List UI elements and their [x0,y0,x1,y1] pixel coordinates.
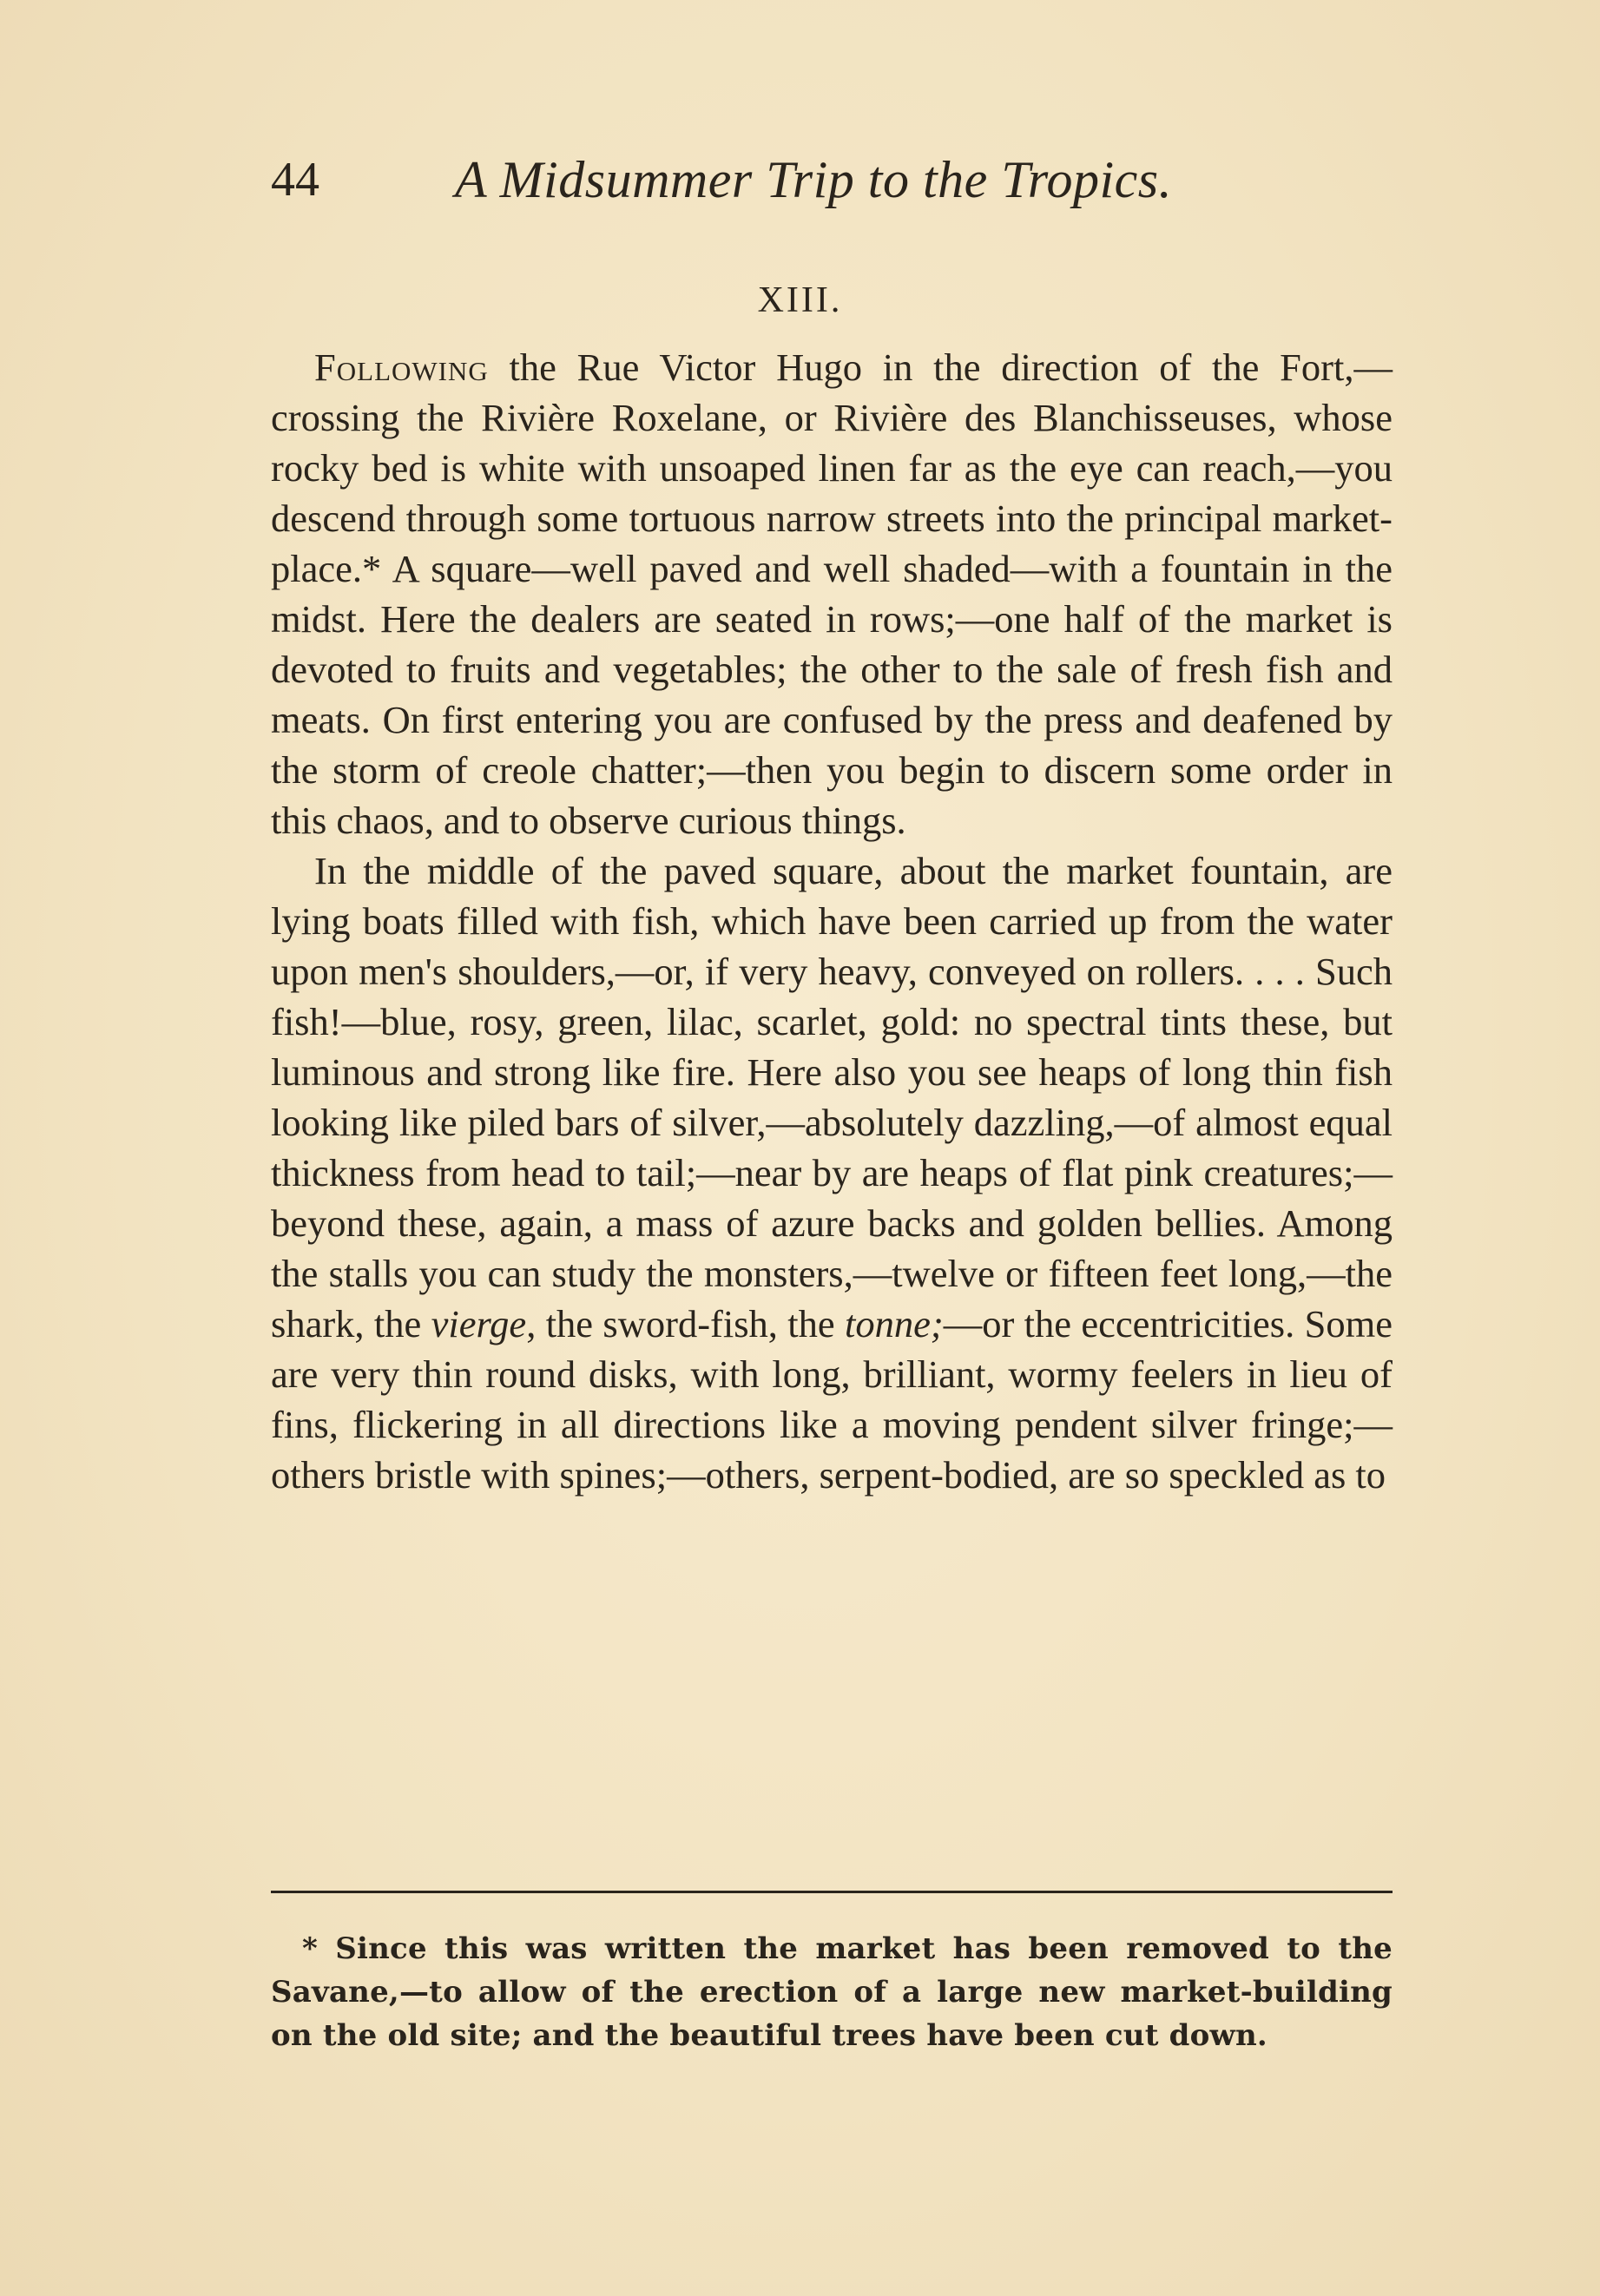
paragraph-1 [271,342,1393,845]
page-number: 44 [271,153,319,207]
paragraph-lead-word: Following [314,345,489,389]
paragraph-2-text-a: In the middle of the paved square, about the market fountain, are lying boats filled with fish, which have been carried up from the water upon men's shoulders,—or, if very heavy, conveyed on rollers. . . . Such fish!—blue, rosy, green, lilac, scarlet, gold: no spectral tints these, but luminous and strong like fire. Here also you see heaps of long thin fish looking like piled bars of silver,—absolutely dazzling,—of almost equal thickness from head to tail;—near by are heaps of flat pink creatures;—beyond these, again, a mass of azure backs and golden bellies. Among the stalls you can study the monsters,—twelve or fifteen feet long,—the shark, the [271,849,1393,1345]
paragraph-2-text-c: —or the eccentricities. Some are very thin round disks, with long, brilliant, wormy feelers in lieu of fins, flickering in all directions like a moving pendent silver fringe;—others bristle with spines;—others, serpent-bodied, are so speckled as to [271,1302,1393,1497]
paragraph-2 [271,845,1393,1500]
italic-term-tonne: tonne; [845,1302,944,1345]
running-title: A Midsummer Trip to the Tropics. [455,151,1173,208]
paragraph-2-text-b: , the sword-fish, the [526,1302,846,1345]
body-text [271,342,1393,1500]
footnote-divider [271,1891,1393,1893]
page-header [271,149,1217,210]
section-heading: XIII. [757,280,843,320]
italic-term-vierge: vierge [431,1302,527,1345]
paragraph-1-text: the Rue Victor Hugo in the direction of the Fort,—crossing the Rivière Roxelane, or Rivière des Blanchisseuses, whose rocky bed is white with unsoaped linen far as the eye can reach,—you descend through some tortuous narrow streets into the principal market-place.* A square—well paved and well shaded—with a fountain in the midst. Here the dealers are seated in rows;—one half of the market is devoted to fruits and vegetables; the other to the sale of fresh fish and meats. On first entering you are confused by the press and deafened by the storm of creole chatter;—then you begin to discern some order in this chaos, and to observe curious things. [271,345,1393,842]
footnote: * Since this was written the market has been removed to the Savane,—to allow of the erection of a large new market-building on the old site; and the beautiful trees have been cut down. [271,1931,1393,2053]
